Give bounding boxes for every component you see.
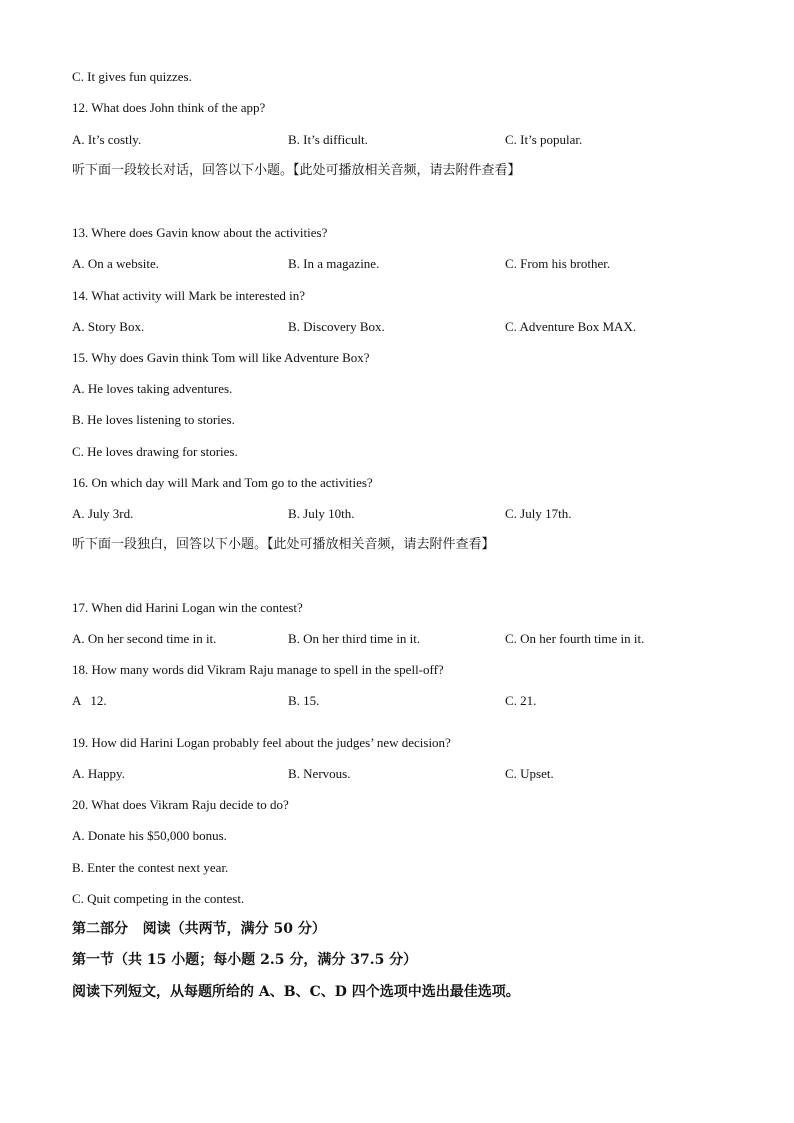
- section-one-heading: 第一节（共 15 小题；每小题 2.5 分，满分 37.5 分）: [72, 952, 418, 968]
- q19-option-c: C. Upset.: [505, 766, 554, 781]
- question-12: 12. What does John think of the app?: [72, 100, 266, 115]
- q12-option-a: A. It’s costly.: [72, 132, 142, 147]
- q20-option-a: A. Donate his $50,000 bonus.: [72, 828, 227, 843]
- q18-option-b: B. 15.: [288, 693, 320, 708]
- q19-option-b: B. Nervous.: [288, 766, 351, 781]
- reading-instruction: 阅读下列短文，从每题所给的 A、B、C、D 四个选项中选出最佳选项。: [72, 984, 520, 1000]
- q12-option-b: B. It’s difficult.: [288, 132, 368, 147]
- question-13: 13. Where does Gavin know about the activities?: [72, 225, 328, 240]
- q15-option-a: A. He loves taking adventures.: [72, 381, 233, 396]
- question-17: 17. When did Harini Logan win the contest?: [72, 600, 303, 615]
- question-19: 19. How did Harini Logan probably feel about the judges’ new decision?: [72, 735, 451, 750]
- question-18: 18. How many words did Vikram Raju manage to spell in the spell-off?: [72, 662, 444, 677]
- part-two-heading: 第二部分 阅读（共两节，满分 50 分）: [72, 921, 326, 937]
- q13-option-a: A. On a website.: [72, 256, 160, 271]
- q14-option-b: B. Discovery Box.: [288, 319, 385, 334]
- q20-option-b: B. Enter the contest next year.: [72, 860, 229, 875]
- q18-option-c: C. 21.: [505, 693, 537, 708]
- q13-option-c: C. From his brother.: [505, 256, 611, 271]
- q17-option-a: A. On her second time in it.: [72, 631, 217, 646]
- q16-option-c: C. July 17th.: [505, 506, 572, 521]
- section-instruction-dialogue: 听下面一段较长对话，回答以下小题。【此处可播放相关音频，请去附件查看】: [72, 163, 521, 178]
- q14-option-c: C. Adventure Box MAX.: [505, 319, 637, 334]
- question-20: 20. What does Vikram Raju decide to do?: [72, 797, 289, 812]
- question-15: 15. Why does Gavin think Tom will like Adventure Box?: [72, 350, 370, 365]
- question-16: 16. On which day will Mark and Tom go to the activities?: [72, 475, 373, 490]
- q17-option-c: C. On her fourth time in it.: [505, 631, 645, 646]
- q15-option-c: C. He loves drawing for stories.: [72, 444, 238, 459]
- q15-option-b: B. He loves listening to stories.: [72, 412, 235, 427]
- q16-option-b: B. July 10th.: [288, 506, 355, 521]
- option-c-q11: C. It gives fun quizzes.: [72, 69, 192, 84]
- q14-option-a: A. Story Box.: [72, 319, 145, 334]
- question-14: 14. What activity will Mark be interested in?: [72, 288, 305, 303]
- q19-option-a: A. Happy.: [72, 766, 125, 781]
- q18-option-a: A 12.: [72, 693, 107, 708]
- q13-option-b: B. In a magazine.: [288, 256, 380, 271]
- q20-option-c: C. Quit competing in the contest.: [72, 891, 245, 906]
- section-instruction-monologue: 听下面一段独白，回答以下小题。【此处可播放相关音频，请去附件查看】: [72, 537, 495, 552]
- q17-option-b: B. On her third time in it.: [288, 631, 421, 646]
- q16-option-a: A. July 3rd.: [72, 506, 134, 521]
- q12-option-c: C. It’s popular.: [505, 132, 583, 147]
